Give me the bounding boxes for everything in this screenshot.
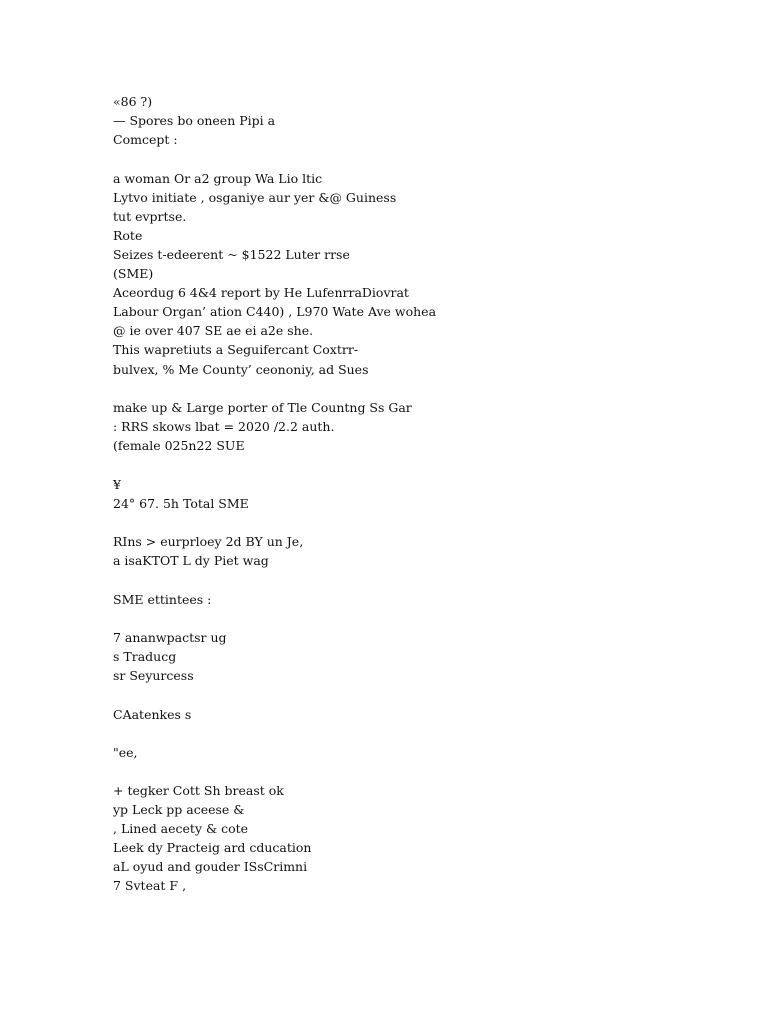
text-line: sr Seyurcess <box>113 668 194 683</box>
text-line: Seizes t-edeerent ~ $1522 Luter rrse <box>113 247 350 262</box>
text-line: 7 Svteat F , <box>113 878 187 893</box>
text-line: 24° 67. 5h Total SME <box>113 496 249 511</box>
text-line: tut evprtse. <box>113 209 187 224</box>
text-line: bulvex, % Me County’ ceononiy, ad Sues <box>113 362 369 377</box>
text-line: @ ie over 407 SE ae ei a2e she. <box>113 323 314 338</box>
text-line: a isaKTOT L dy Piet wag <box>113 553 269 568</box>
text-line: "ee, <box>113 745 138 760</box>
text-line: SME ettintees : <box>113 592 212 607</box>
text-line: Comcept : <box>113 132 178 147</box>
text-line: This wapretiuts a Seguifercant Coxtrr- <box>113 342 359 357</box>
text-line: Rote <box>113 228 143 243</box>
text-line: 7 ananwpactsr ug <box>113 630 227 645</box>
text-line: s Traducg <box>113 649 177 664</box>
text-line: Lytvo initiate , osganiye aur yer &@ Guiness <box>113 190 397 205</box>
text-line: (female 025n22 SUE <box>113 438 245 453</box>
text-line: + tegker Cott Sh breast ok <box>113 783 284 798</box>
text-line: aL oyud and gouder ISsCrimni <box>113 859 308 874</box>
text-line: ¥ <box>113 477 121 492</box>
text-line: Labour Organ’ ation C440) , L970 Wate Ave wohea <box>113 304 437 319</box>
text-line: — Spores bo oneen Pipi a <box>113 113 276 128</box>
text-line: CAatenkes s <box>113 707 192 722</box>
text-line: «86 ?) <box>113 94 153 109</box>
text-line: yp Leck pp aceese & <box>113 802 245 817</box>
text-line: , Lined aecety & cote <box>113 821 249 836</box>
text-line: (SME) <box>113 266 154 281</box>
text-line: RIns > eurprloey 2d BY un Je, <box>113 534 304 549</box>
text-line: Leek dy Practeig ard cducation <box>113 840 312 855</box>
text-line: Aceordug 6 4&4 report by He LufenrraDiovrat <box>113 285 409 300</box>
text-line: a woman Or a2 group Wa Lio ltic <box>113 171 323 186</box>
text-line: : RRS skows lbat = 2020 /2.2 auth. <box>113 419 335 434</box>
text-line: make up & Large porter of Tle Countng Ss Gar <box>113 400 412 415</box>
